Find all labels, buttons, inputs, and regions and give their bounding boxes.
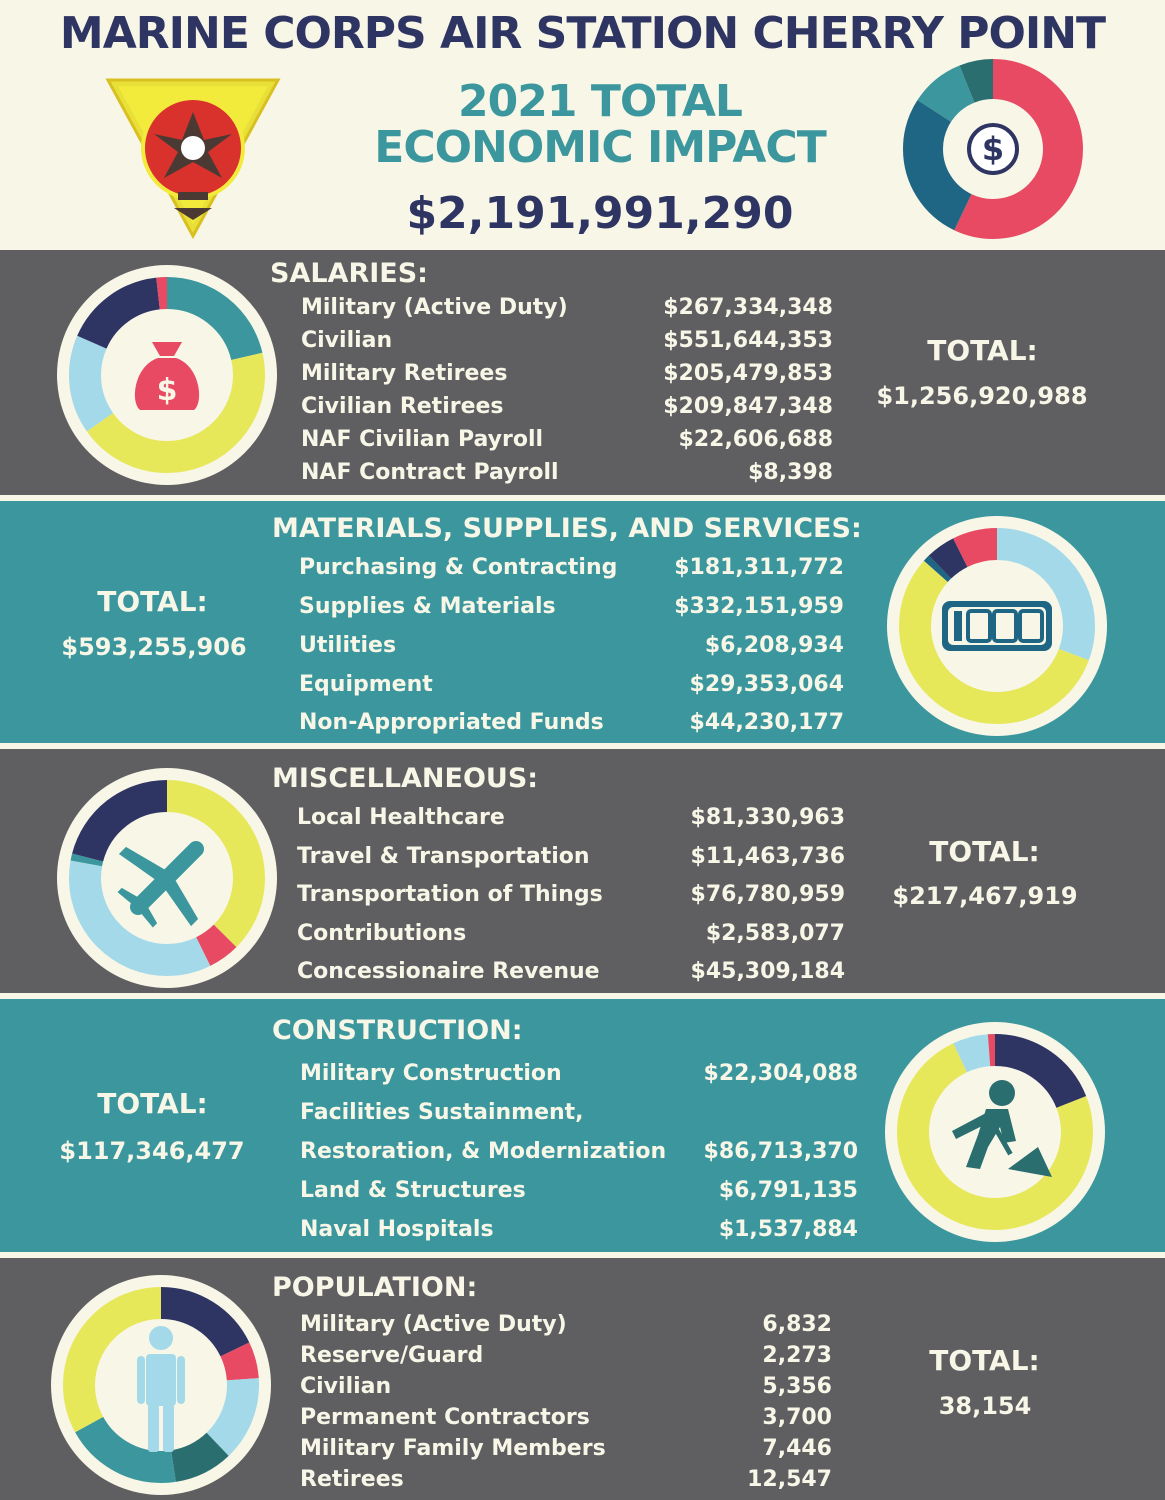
- miscellaneous-row-label: Concessionaire Revenue: [297, 959, 600, 984]
- header: [0, 0, 1165, 248]
- salaries-total-label: TOTAL:: [927, 334, 1038, 367]
- materials-row-value: $332,151,959: [674, 594, 844, 619]
- miscellaneous-row-value: $45,309,184: [690, 959, 845, 984]
- construction-row-value: $22,304,088: [703, 1061, 858, 1086]
- salaries-section: [0, 250, 1165, 495]
- salaries-row-value: $551,644,353: [663, 328, 833, 353]
- salaries-row-value: $205,479,853: [663, 361, 833, 386]
- population-title: POPULATION:: [272, 1272, 478, 1303]
- miscellaneous-row-label: Transportation of Things: [297, 882, 603, 907]
- population-row-value: 7,446: [762, 1436, 832, 1461]
- construction-total-value: $117,346,477: [59, 1137, 245, 1165]
- miscellaneous-row-label: Local Healthcare: [297, 805, 505, 830]
- miscellaneous-total-label: TOTAL:: [929, 835, 1040, 868]
- materials-total-value: $593,255,906: [61, 633, 247, 661]
- salaries-row-value: $209,847,348: [663, 394, 833, 419]
- mcas-cherry-point-emblem-icon: [104, 74, 282, 240]
- construction-donut-chart: [882, 1019, 1108, 1245]
- materials-section: [0, 501, 1165, 743]
- salaries-row-value: $8,398: [748, 460, 833, 485]
- salaries-row-label: Military Retirees: [301, 361, 508, 386]
- materials-row-label: Purchasing & Contracting: [299, 555, 618, 580]
- salaries-row-value: $22,606,688: [678, 427, 833, 452]
- grand-total: $2,191,991,290: [406, 188, 794, 239]
- subtitle-line-2: ECONOMIC IMPACT: [374, 122, 826, 173]
- salaries-title: SALARIES:: [270, 258, 428, 289]
- materials-row-label: Non-Appropriated Funds: [299, 710, 604, 735]
- construction-row-label: Military Construction: [300, 1061, 562, 1086]
- population-row-value: 12,547: [747, 1467, 832, 1492]
- miscellaneous-row-label: Travel & Transportation: [297, 844, 590, 869]
- materials-title: MATERIALS, SUPPLIES, AND SERVICES:: [272, 513, 862, 544]
- dollar-icon: $: [981, 130, 1005, 168]
- subtitle-line-1: 2021 TOTAL: [458, 76, 742, 127]
- population-section: [0, 1258, 1165, 1500]
- miscellaneous-row-label: Contributions: [297, 921, 467, 946]
- miscellaneous-row-value: $2,583,077: [705, 921, 845, 946]
- population-row-label: Retirees: [300, 1467, 404, 1492]
- money-bag-dollar: $: [156, 373, 178, 408]
- population-row-label: Military (Active Duty): [300, 1312, 567, 1337]
- materials-donut-chart: [884, 513, 1110, 739]
- total-impact-donut-chart: [900, 56, 1086, 242]
- salaries-donut-chart: [54, 262, 280, 488]
- construction-row-value: $1,537,884: [718, 1217, 858, 1242]
- population-row-label: Military Family Members: [300, 1436, 606, 1461]
- construction-section: [0, 999, 1165, 1252]
- materials-row-label: Utilities: [299, 633, 397, 658]
- population-row-value: 2,273: [762, 1343, 832, 1368]
- materials-row-value: $29,353,064: [689, 672, 844, 697]
- construction-row-label: Land & Structures: [300, 1178, 526, 1203]
- materials-row-label: Supplies & Materials: [299, 594, 556, 619]
- population-total-value: 38,154: [938, 1392, 1032, 1420]
- miscellaneous-title: MISCELLANEOUS:: [272, 763, 539, 794]
- materials-row-value: $44,230,177: [689, 710, 844, 735]
- miscellaneous-row-value: $81,330,963: [690, 805, 845, 830]
- materials-row-label: Equipment: [299, 672, 433, 697]
- population-row-value: 3,700: [762, 1405, 832, 1430]
- miscellaneous-row-value: $11,463,736: [690, 844, 845, 869]
- construction-total-label: TOTAL:: [97, 1087, 208, 1120]
- miscellaneous-row-value: $76,780,959: [690, 882, 845, 907]
- salaries-row-label: NAF Contract Payroll: [301, 460, 559, 485]
- population-row-value: 5,356: [762, 1374, 832, 1399]
- materials-row-value: $181,311,772: [674, 555, 844, 580]
- construction-row-label: Facilities Sustainment,: [300, 1100, 584, 1125]
- miscellaneous-section: [0, 749, 1165, 993]
- construction-title: CONSTRUCTION:: [272, 1015, 523, 1046]
- battery-icon: [942, 601, 1052, 651]
- salaries-row-value: $267,334,348: [663, 295, 833, 320]
- construction-row-value: $86,713,370: [703, 1139, 858, 1164]
- construction-row-label: Naval Hospitals: [300, 1217, 494, 1242]
- page-title: MARINE CORPS AIR STATION CHERRY POINT: [59, 8, 1106, 59]
- salaries-row-label: Military (Active Duty): [301, 295, 568, 320]
- materials-total-label: TOTAL:: [97, 585, 208, 618]
- population-row-label: Civilian: [300, 1374, 392, 1399]
- population-donut-chart: [48, 1272, 274, 1498]
- construction-row-value: $6,791,135: [718, 1178, 858, 1203]
- salaries-row-label: Civilian: [301, 328, 393, 353]
- miscellaneous-total-value: $217,467,919: [892, 882, 1078, 910]
- salaries-row-label: NAF Civilian Payroll: [301, 427, 544, 452]
- population-row-value: 6,832: [762, 1312, 832, 1337]
- salaries-total-value: $1,256,920,988: [876, 382, 1088, 410]
- materials-row-value: $6,208,934: [704, 633, 844, 658]
- miscellaneous-donut-chart: [54, 765, 280, 991]
- salaries-row-label: Civilian Retirees: [301, 394, 504, 419]
- construction-row-label: Restoration, & Modernization: [300, 1139, 667, 1164]
- population-row-label: Permanent Contractors: [300, 1405, 590, 1430]
- population-total-label: TOTAL:: [929, 1344, 1040, 1377]
- population-row-label: Reserve/Guard: [300, 1343, 484, 1368]
